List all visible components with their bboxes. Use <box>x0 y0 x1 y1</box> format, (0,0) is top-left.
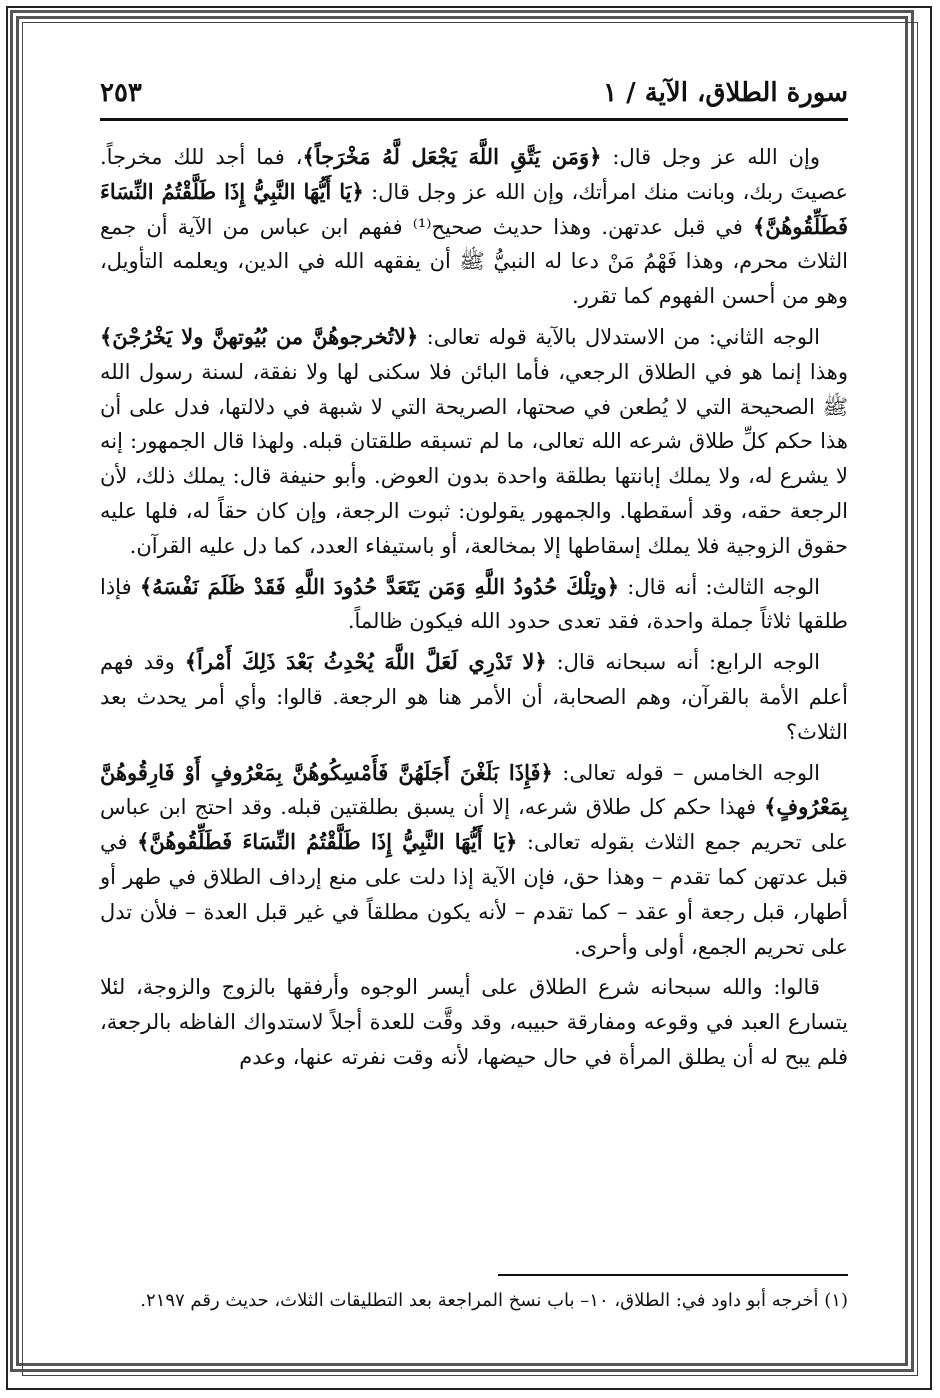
paragraph <box>100 756 848 965</box>
main-text <box>100 140 848 1081</box>
paragraph-text: وهذا إنما هو في الطلاق الرجعي، فأما البائن فلا سكنى لها ولا نفقة، لسنة رسول الله ﷺ الصحيحة التي لا يُطعن في صحتها، الصريحة التي لا شبهة في دلالتها، فدل على أن هذا حكم كلِّ طلاق شرعه الله تعالى، ما لم تسبقه طلقتان قبله. ولهذا قال الجمهور: إنه لا يشرع له، ولا يملك إبانتها بطلقة واحدة بدون العوض. وأبو حنيفة قال: يملك ذلك، لأن الرجعة حقه، وقد أسقطها. والجمهور يقولون: ثبوت الرجعة، وإن كان حقاً له، فلها عليه حقوق الزوجية فلا يملك إسقاطها إلا بمخالعة، أو باستيفاء العدد، كما دل عليه القرآن. <box>100 359 848 558</box>
quran-verse: ﴿لا تَدْرِي لَعَلَّ اللَّهَ يُحْدِثُ بَعْدَ ذَلِكَ أَمْراً﴾ <box>184 649 547 675</box>
quran-verse: ﴿لاتُخرجوهُنَّ من بُيُوتهنَّ ولا يَخْرُجْنَ﴾ <box>100 323 419 349</box>
running-title: سورة الطلاق، الآية / ١ <box>603 78 848 108</box>
footnote: (١) أخرجه أبو داود في: الطلاق، ١٠– باب نسخ المراجعة بعد التطليقات الثلاث، حديث رقم ٢١٩٧. <box>140 1290 848 1311</box>
paragraph-text: الوجه الرابع: أنه سبحانه قال: <box>546 650 821 675</box>
paragraph-text: فإذا طلقها ثلاثاً جملة واحدة، فقد تعدى حدود الله فيكون ظالماً. <box>100 574 848 634</box>
paragraph-text: في قبل عدتهن. وهذا حديث صحيح⁽¹⁾ ففهم ابن عباس من الآية أن جمع الثلاث محرم، وهذا فَهْمُ مَنْ دعا له النبيُّ ﷺ أن يفقهه الله في الدين، ويعلمه التأويل، وهو من أحسن الفهوم كما تقرر. <box>100 214 848 309</box>
paragraph <box>100 645 848 749</box>
quran-verse: ﴿يَا أَيُّهَا النَّبِيُّ إِذَا طَلَّقْتُمُ النِّسَاءَ فَطَلِّقُوهُنَّ﴾ <box>100 178 848 239</box>
quran-verse: ﴿وتِلْكَ حُدُودُ اللَّهِ وَمَن يَتَعَدَّ حُدُودَ اللَّهِ فَقَدْ ظَلَمَ نَفْسَهُ﴾ <box>139 573 620 599</box>
page-header <box>100 78 848 112</box>
paragraph-text: قالوا: والله سبحانه شرع الطلاق على أيسر الوجوه وأرفقها بالزوج والزوجة، لئلا يتسارع العبد في وقوعه ومفارقة حبيبه، وقد وقَّت للعدة أجلاً لاستدواك الفاظه بالرجعة، فلم يبح له أن يطلق المرأة في حال حيضها، لأنه وقت نفرته عنها، وعدم <box>100 975 848 1069</box>
paragraph-text: ، فما أجد للك مخرجاً. عصيتَ ربك، وبانت منك امرأتك، وإن الله عز وجل قال: <box>100 145 848 204</box>
quran-verse: ﴿يَا أَيُّهَا النَّبِيُّ إِذَا طَلَّقْتُمُ النِّسَاءَ فَطَلِّقُوهُنَّ﴾ <box>137 829 518 855</box>
quran-verse: ﴿وَمَن يَتَّقِ اللَّهَ يَجْعَل لَّهُ مَخْرَجاً﴾ <box>302 144 602 169</box>
paragraph <box>100 140 848 314</box>
paragraph-text: وإن الله عز وجل قال: <box>601 145 821 169</box>
header-rule <box>100 118 848 121</box>
paragraph-text: الوجه الخامس – قوله تعالى: <box>552 760 820 785</box>
paragraph <box>100 320 848 564</box>
page-number: ٢٥٣ <box>100 78 142 108</box>
paragraph-text: فهذا حكم كل طلاق شرعه، إلا أن يسبق بطلقتين قبله. وقد احتج ابن عباس على تحريم جمع الثلاث بقوله تعالى: <box>100 795 848 855</box>
paragraph-text: وقد فهم أعلم الأمة بالقرآن، وهم الصحابة، أن الأمر هنا هو الرجعة. قالوا: وأي أمر يحدث بعد الثلاث؟ <box>100 650 848 744</box>
paragraph-text: الوجه الثالث: أنه قال: <box>619 574 820 599</box>
paragraph-text: الوجه الثاني: من الاستدلال بالآية قوله تعالى: <box>418 324 820 349</box>
paragraph <box>100 970 848 1074</box>
paragraph-text: في قبل عدتهن كما تقدم – وهذا حق، فإن الآية إذا دلت على منع إرداف الطلاق في طهر أو أطهار، قبل رجعة أو عقد – كما تقدم – لأنه يكون مطلقاً في غير قبل العدة – فلأن تدل على تحريم الجمع، أولى وأحرى. <box>100 830 848 959</box>
footnote-rule <box>498 1274 848 1276</box>
paragraph <box>100 570 848 640</box>
quran-verse: ﴿فَإِذَا بَلَغْنَ أَجَلَهُنَّ فَأَمْسِكُوهُنَّ بِمَعْرُوفٍ أَوْ فَارِقُوهُنَّ بِمَعْرُوفٍ﴾ <box>100 759 848 820</box>
